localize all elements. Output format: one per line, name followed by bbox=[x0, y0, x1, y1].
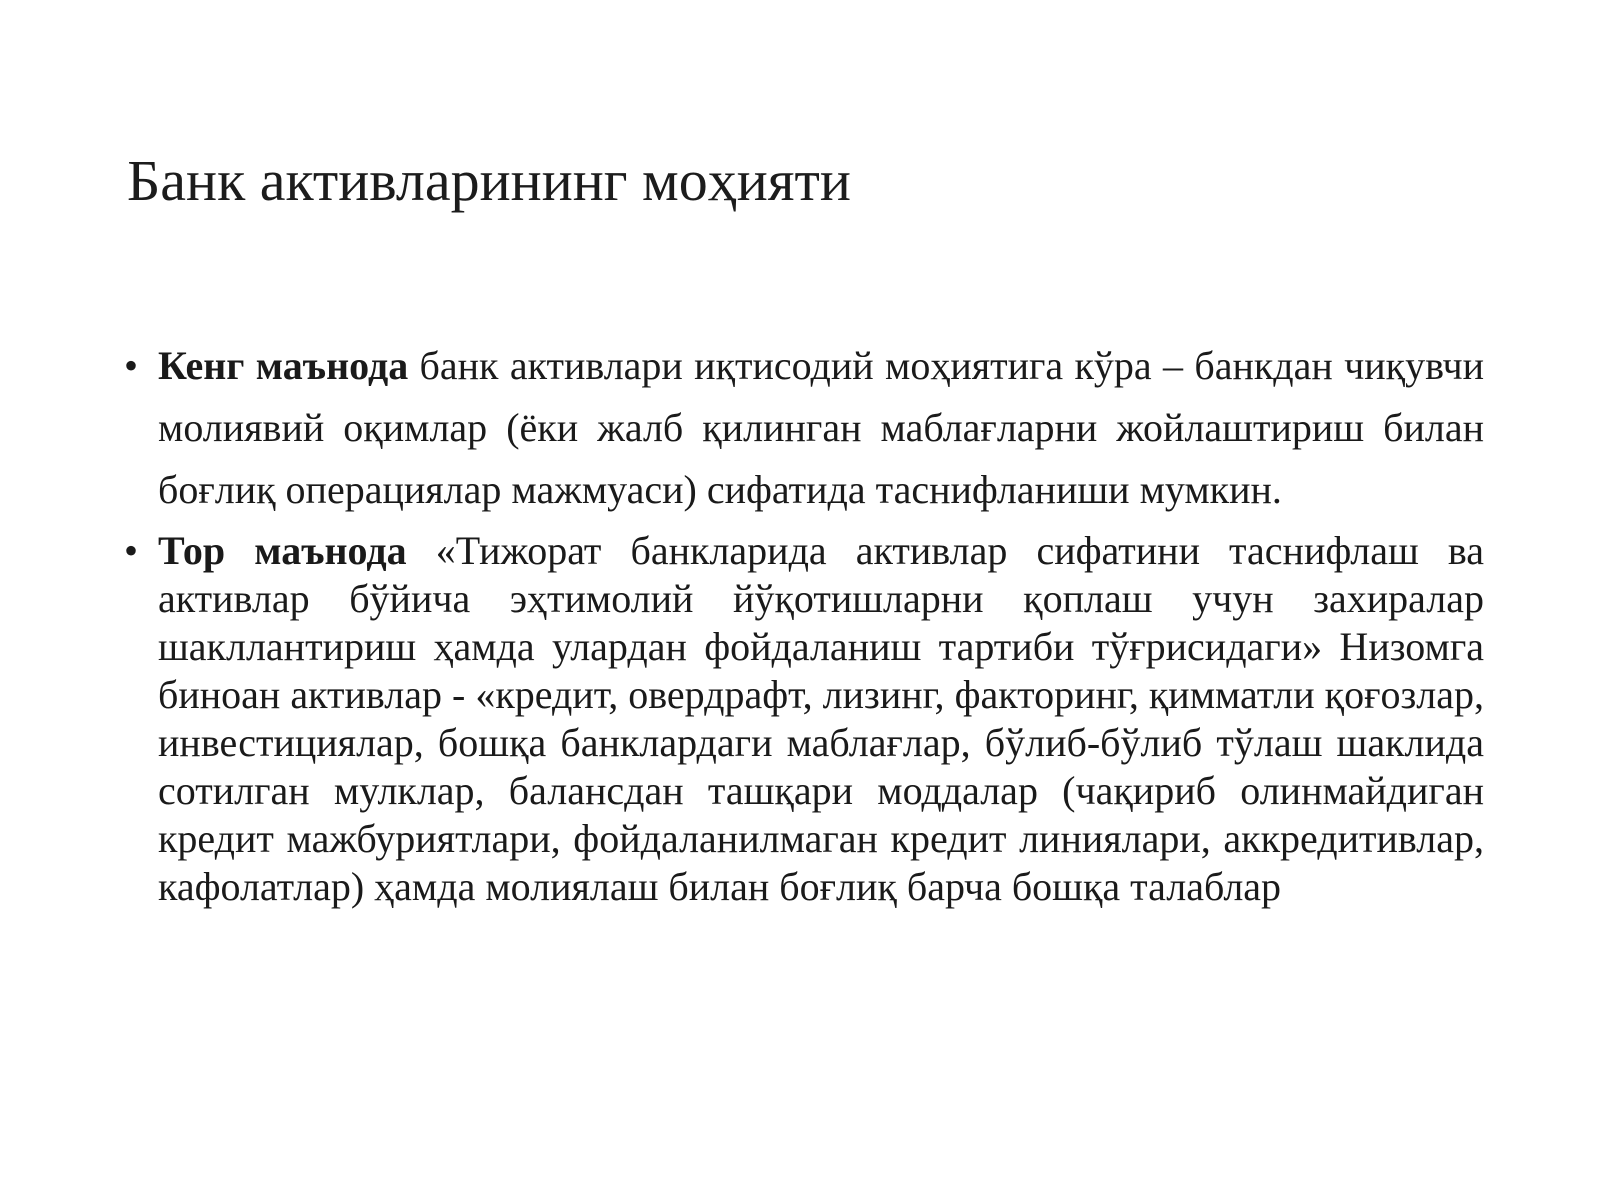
bullet-dot-icon: • bbox=[124, 528, 139, 573]
bullet-item-broad-meaning bbox=[124, 335, 1484, 521]
slide-title: Банк активларининг моҳияти bbox=[127, 148, 851, 213]
bullet-text: банк активлари иқтисодий моҳиятига кўра – банкдан чиқувчи молиявий оқимлар (ёки жалб қилинган маблағларни жойлаштириш билан боғлиқ операциялар мажмуаси) сифатида таснифланиши мумкин. bbox=[158, 343, 1484, 512]
bullet-text: «Тижорат банкларида активлар сифатини таснифлаш ва активлар бўйича эҳтимолий йўқотишларни қоплаш учун захиралар шакллантириш ҳамда улардан фойдаланиш тартиби тўғрисидаги» Низомга биноан активлар - «кредит, овердрафт, лизинг, факторинг, қимматли қоғозлар, инвестициялар, бошқа банклардаги маблағлар, бўлиб-бўлиб тўлаш шаклида сотилган мулклар, балансдан ташқари моддалар (чақириб олинмайдиган кредит мажбуриятлари, фойдаланилмаган кредит линиялари, аккредитивлар, кафолатлар) ҳамда молиялаш билан боғлиқ барча бошқа талаблар bbox=[158, 528, 1484, 909]
bullet-term: Тор маънода bbox=[158, 528, 407, 573]
bullet-dot-icon: • bbox=[124, 343, 139, 388]
bullet-item-narrow-meaning bbox=[124, 527, 1484, 911]
bullet-term: Кенг маънода bbox=[158, 343, 409, 388]
bullet-list bbox=[124, 335, 1484, 911]
